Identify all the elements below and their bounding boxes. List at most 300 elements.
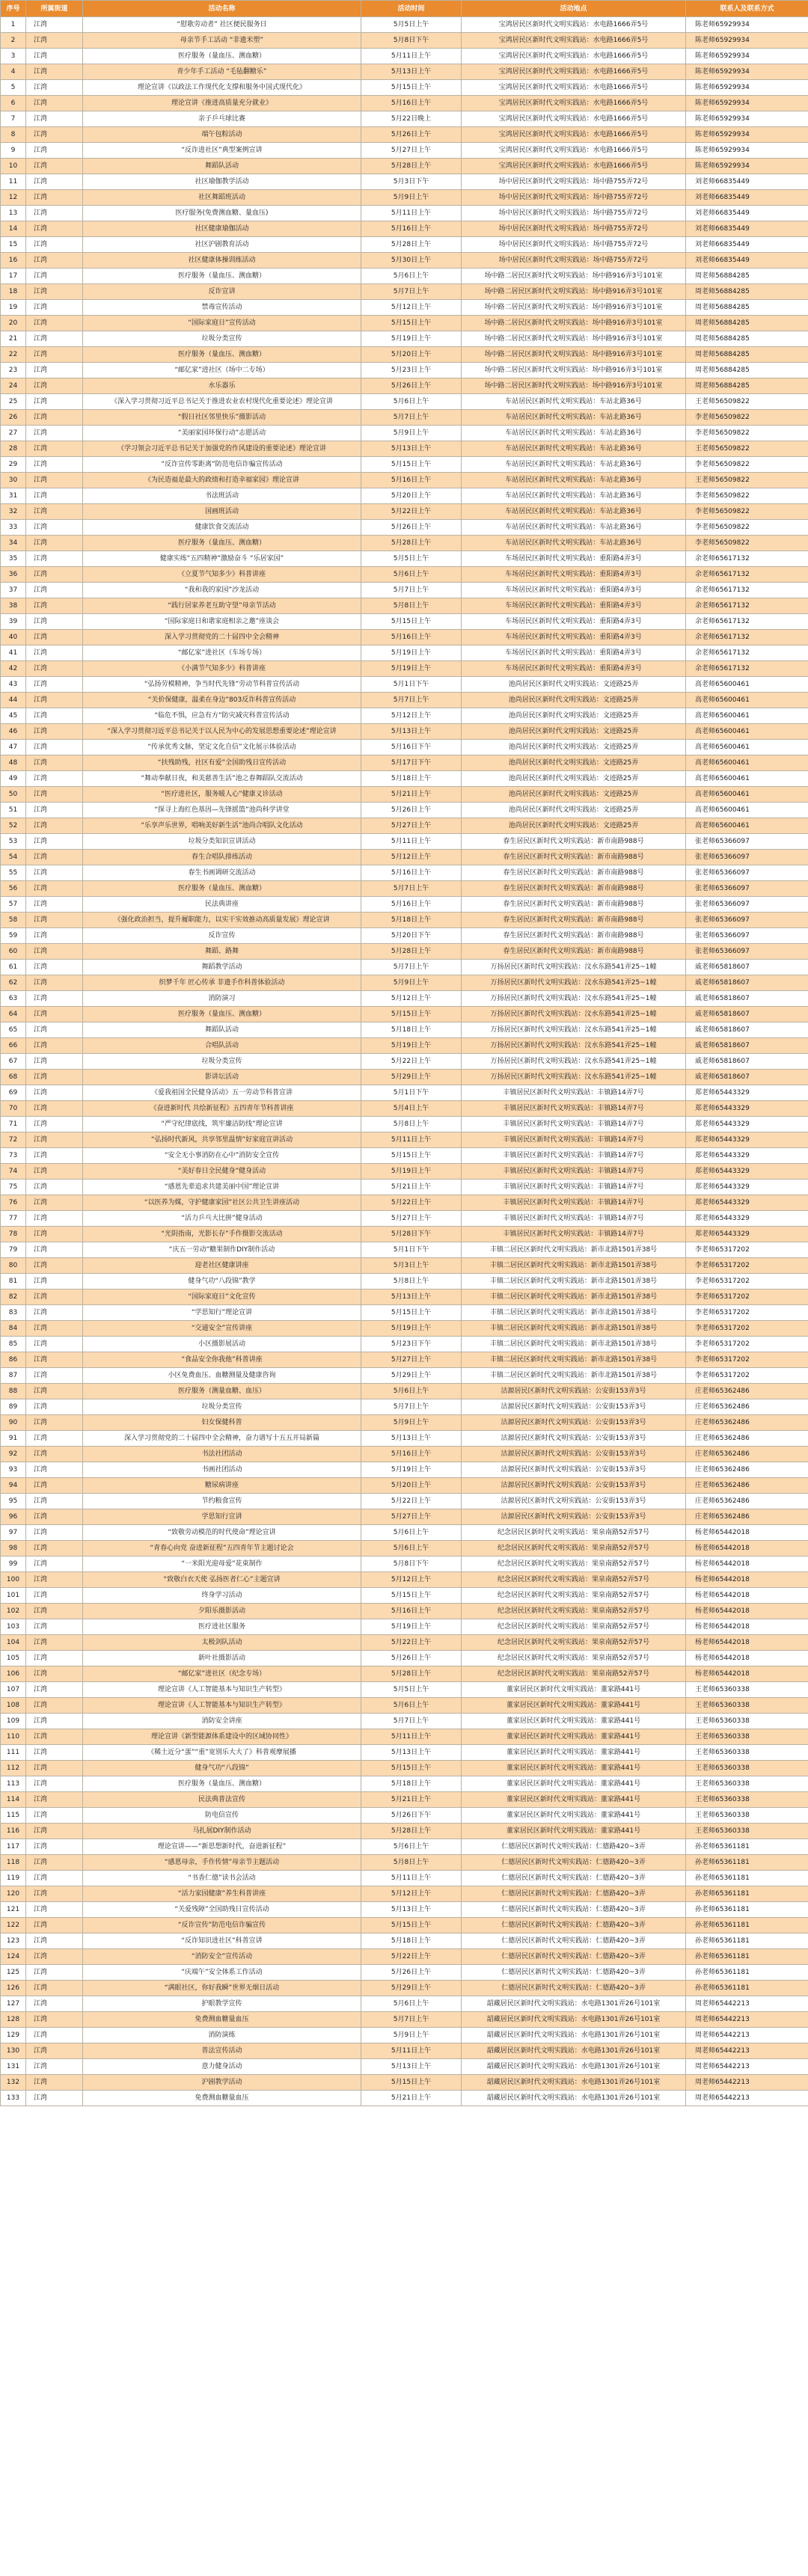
cell-street: 江湾 bbox=[26, 1399, 83, 1415]
table-row bbox=[1, 944, 808, 960]
cell-seq: 44 bbox=[1, 693, 26, 708]
cell-street: 江湾 bbox=[26, 127, 83, 143]
cell-seq: 96 bbox=[1, 1509, 26, 1525]
cell-activity: 民法典普法宣传 bbox=[83, 1792, 361, 1808]
cell-seq: 84 bbox=[1, 1321, 26, 1337]
cell-street: 江湾 bbox=[26, 347, 83, 363]
cell-activity: 小区免费血压、血糖测量及健康咨询 bbox=[83, 1368, 361, 1384]
cell-seq: 99 bbox=[1, 1557, 26, 1572]
cell-contact: 张老师65366097 bbox=[686, 881, 808, 897]
cell-activity: 《奋进新时代 共绘新征程》五四青年节科普讲座 bbox=[83, 1101, 361, 1117]
table-row bbox=[1, 1132, 808, 1148]
cell-place: 沽源居民区新时代文明实践站：公安街153弄3号 bbox=[462, 1399, 686, 1415]
cell-seq: 127 bbox=[1, 1996, 26, 2012]
cell-activity: 理论宣讲《人工智能基本与知识生产转型》 bbox=[83, 1698, 361, 1714]
cell-activity: “关爱残障”全国助残日宣传活动 bbox=[83, 1902, 361, 1918]
cell-street: 江湾 bbox=[26, 1682, 83, 1698]
cell-activity: 社区健康体操训练活动 bbox=[83, 253, 361, 269]
cell-seq: 13 bbox=[1, 206, 26, 221]
cell-street: 江湾 bbox=[26, 913, 83, 928]
cell-time: 5月8日上午 bbox=[361, 1855, 462, 1871]
table-row bbox=[1, 1619, 808, 1635]
cell-seq: 32 bbox=[1, 504, 26, 520]
cell-place: 韶藏居民区新时代文明实践站：水电路1301弄26号101室 bbox=[462, 2028, 686, 2043]
table-row bbox=[1, 1085, 808, 1101]
cell-contact: 孙老师65361181 bbox=[686, 1918, 808, 1933]
cell-activity: “舞动奉献日夜，和美慈善生活”池之春舞蹈队交流活动 bbox=[83, 771, 361, 787]
cell-time: 5月9日上午 bbox=[361, 1415, 462, 1431]
cell-place: 春生居民区新时代文明实践站：新市南路988号 bbox=[462, 881, 686, 897]
table-row bbox=[1, 1305, 808, 1321]
cell-street: 江湾 bbox=[26, 1619, 83, 1635]
cell-activity: 织梦千年 匠心传承 非遗手作科普体验活动 bbox=[83, 975, 361, 991]
cell-activity: “庆五一劳动”糖果制作DIY制作活动 bbox=[83, 1242, 361, 1258]
cell-contact: 张老师65366097 bbox=[686, 897, 808, 913]
cell-street: 江湾 bbox=[26, 1132, 83, 1148]
cell-seq: 4 bbox=[1, 64, 26, 80]
cell-place: 仁德居民区新时代文明实践站：仁德路420~3弄 bbox=[462, 1918, 686, 1933]
cell-activity: “邮亿家”进社区（纪念专场） bbox=[83, 1666, 361, 1682]
cell-time: 5月9日上午 bbox=[361, 2028, 462, 2043]
cell-place: 池尚居民区新时代文明实践站：文迹路25弄 bbox=[462, 771, 686, 787]
cell-seq: 131 bbox=[1, 2059, 26, 2075]
table-row bbox=[1, 504, 808, 520]
header-activity-place: 活动地点 bbox=[462, 1, 686, 17]
table-row bbox=[1, 598, 808, 614]
cell-seq: 63 bbox=[1, 991, 26, 1007]
cell-contact: 张老师65366097 bbox=[686, 865, 808, 881]
cell-seq: 11 bbox=[1, 174, 26, 190]
cell-seq: 20 bbox=[1, 316, 26, 331]
cell-contact: 戚老师65818607 bbox=[686, 960, 808, 975]
cell-contact: 杨老师65442018 bbox=[686, 1541, 808, 1557]
cell-street: 江湾 bbox=[26, 1274, 83, 1289]
cell-time: 5月26日上午 bbox=[361, 127, 462, 143]
cell-place: 车站居民区新时代文明实践站：车站北路36号 bbox=[462, 473, 686, 488]
table-row bbox=[1, 1117, 808, 1132]
cell-place: 沽源居民区新时代文明实践站：公安街153弄3号 bbox=[462, 1431, 686, 1447]
cell-place: 场中路二居民区新时代文明实践站：场中路916弄3号101室 bbox=[462, 269, 686, 284]
table-row bbox=[1, 1588, 808, 1604]
cell-contact: 李老师56509822 bbox=[686, 504, 808, 520]
cell-street: 江湾 bbox=[26, 1714, 83, 1729]
table-row bbox=[1, 1195, 808, 1211]
cell-place: 春生居民区新时代文明实践站：新市南路988号 bbox=[462, 850, 686, 865]
table-row bbox=[1, 1180, 808, 1195]
cell-street: 江湾 bbox=[26, 787, 83, 803]
cell-activity: 消防演习 bbox=[83, 991, 361, 1007]
cell-place: 仁德居民区新时代文明实践站：仁德路420~3弄 bbox=[462, 1902, 686, 1918]
cell-contact: 庄老师65362486 bbox=[686, 1384, 808, 1399]
table-row bbox=[1, 457, 808, 473]
cell-seq: 80 bbox=[1, 1258, 26, 1274]
cell-contact: 王老师65360338 bbox=[686, 1682, 808, 1698]
cell-place: 万扬居民区新时代文明实践站：汶水东路541弄25~1幢 bbox=[462, 1022, 686, 1038]
cell-seq: 107 bbox=[1, 1682, 26, 1698]
table-row bbox=[1, 1902, 808, 1918]
cell-activity: 影讲坛活动 bbox=[83, 1070, 361, 1085]
cell-place: 纪念居民区新时代文明实践站：果泉南路52弄57号 bbox=[462, 1635, 686, 1651]
cell-seq: 108 bbox=[1, 1698, 26, 1714]
cell-activity: “弘扬劳模精神，争当时代先锋”劳动节科普宣传活动 bbox=[83, 677, 361, 693]
cell-activity: 理论宣讲《推进高质量充分就业》 bbox=[83, 96, 361, 111]
cell-contact: 高老师65600461 bbox=[686, 740, 808, 755]
cell-street: 江湾 bbox=[26, 850, 83, 865]
cell-contact: 戚老师65818607 bbox=[686, 1054, 808, 1070]
cell-activity: 新叶社摄影活动 bbox=[83, 1651, 361, 1666]
cell-contact: 余老师65617132 bbox=[686, 614, 808, 630]
cell-street: 江湾 bbox=[26, 1211, 83, 1227]
cell-activity: 《学习领会习近平总书记关于加强党的作风建设的重要论述》理论宣讲 bbox=[83, 441, 361, 457]
cell-seq: 12 bbox=[1, 190, 26, 206]
cell-seq: 97 bbox=[1, 1525, 26, 1541]
cell-seq: 123 bbox=[1, 1933, 26, 1949]
cell-seq: 30 bbox=[1, 473, 26, 488]
cell-contact: 陈老师65929934 bbox=[686, 159, 808, 174]
cell-place: 韶藏居民区新时代文明实践站：水电路1301弄26号101室 bbox=[462, 2059, 686, 2075]
cell-seq: 59 bbox=[1, 928, 26, 944]
cell-place: 仁德居民区新时代文明实践站：仁德路420~3弄 bbox=[462, 1886, 686, 1902]
cell-street: 江湾 bbox=[26, 2012, 83, 2028]
cell-activity: “医疗进社区，服务暖人心”健康义诊活动 bbox=[83, 787, 361, 803]
cell-street: 江湾 bbox=[26, 1824, 83, 1839]
cell-activity: “美丽家园环保行动”志愿活动 bbox=[83, 426, 361, 441]
cell-time: 5月16日上午 bbox=[361, 630, 462, 645]
cell-street: 江湾 bbox=[26, 80, 83, 96]
cell-time: 5月27日上午 bbox=[361, 1211, 462, 1227]
cell-activity: 夕阳乐摄影活动 bbox=[83, 1604, 361, 1619]
table-row bbox=[1, 1070, 808, 1085]
cell-seq: 10 bbox=[1, 159, 26, 174]
cell-seq: 104 bbox=[1, 1635, 26, 1651]
header-activity-name: 活动名称 bbox=[83, 1, 361, 17]
table-row bbox=[1, 536, 808, 551]
cell-place: 董家居民区新时代文明实践站：董家路441号 bbox=[462, 1808, 686, 1824]
cell-contact: 高老师65600461 bbox=[686, 755, 808, 771]
cell-seq: 74 bbox=[1, 1164, 26, 1180]
table-row bbox=[1, 1933, 808, 1949]
cell-seq: 49 bbox=[1, 771, 26, 787]
cell-seq: 79 bbox=[1, 1242, 26, 1258]
table-row bbox=[1, 96, 808, 111]
cell-seq: 43 bbox=[1, 677, 26, 693]
cell-place: 董家居民区新时代文明实践站：董家路441号 bbox=[462, 1714, 686, 1729]
cell-time: 5月19日上午 bbox=[361, 661, 462, 677]
cell-street: 江湾 bbox=[26, 17, 83, 33]
cell-time: 5月16日上午 bbox=[361, 96, 462, 111]
cell-time: 5月19日上午 bbox=[361, 1462, 462, 1478]
cell-time: 5月11日上午 bbox=[361, 834, 462, 850]
table-body bbox=[1, 17, 808, 2106]
cell-time: 5月27日上午 bbox=[361, 1352, 462, 1368]
cell-activity: 马扎展DIY制作活动 bbox=[83, 1824, 361, 1839]
cell-street: 江湾 bbox=[26, 1808, 83, 1824]
table-row bbox=[1, 567, 808, 583]
cell-activity: “满眼社区，你好我瞬”世界无烟日活动 bbox=[83, 1981, 361, 1996]
table-row bbox=[1, 913, 808, 928]
cell-seq: 34 bbox=[1, 536, 26, 551]
cell-seq: 118 bbox=[1, 1855, 26, 1871]
cell-activity: 终身学习活动 bbox=[83, 1588, 361, 1604]
cell-place: 丰镇二居民区新时代文明实践站：新市北路1501弄38号 bbox=[462, 1289, 686, 1305]
cell-time: 5月8日上午 bbox=[361, 598, 462, 614]
cell-place: 宝鸿居民区新时代文明实践站：水电路1666弄5号 bbox=[462, 49, 686, 64]
table-row bbox=[1, 975, 808, 991]
cell-seq: 98 bbox=[1, 1541, 26, 1557]
cell-contact: 王老师56509822 bbox=[686, 441, 808, 457]
cell-seq: 67 bbox=[1, 1054, 26, 1070]
cell-seq: 45 bbox=[1, 708, 26, 724]
cell-street: 江湾 bbox=[26, 378, 83, 394]
cell-seq: 124 bbox=[1, 1949, 26, 1965]
cell-place: 宝鸿居民区新时代文明实践站：水电路1666弄5号 bbox=[462, 33, 686, 49]
cell-street: 江湾 bbox=[26, 1745, 83, 1761]
cell-contact: 孙老师65361181 bbox=[686, 1855, 808, 1871]
cell-seq: 22 bbox=[1, 347, 26, 363]
cell-activity: 理论宣讲《人工智能基本与知识生产转型》 bbox=[83, 1682, 361, 1698]
cell-time: 5月11日上午 bbox=[361, 1729, 462, 1745]
cell-seq: 65 bbox=[1, 1022, 26, 1038]
cell-contact: 高老师65600461 bbox=[686, 787, 808, 803]
cell-activity: 消防安全讲座 bbox=[83, 1714, 361, 1729]
cell-contact: 张老师65366097 bbox=[686, 913, 808, 928]
cell-place: 宝鸿居民区新时代文明实践站：水电路1666弄5号 bbox=[462, 159, 686, 174]
cell-place: 万扬居民区新时代文明实践站：汶水东路541弄25~1幢 bbox=[462, 975, 686, 991]
cell-activity: 医疗服务（量血压、测血糖） bbox=[83, 49, 361, 64]
cell-street: 江湾 bbox=[26, 159, 83, 174]
table-header-row bbox=[1, 1, 808, 17]
cell-place: 池尚居民区新时代文明实践站：文迹路25弄 bbox=[462, 818, 686, 834]
cell-time: 5月22日上午 bbox=[361, 1949, 462, 1965]
cell-place: 车场居民区新时代文明实践站：重阳路4弄3号 bbox=[462, 614, 686, 630]
cell-place: 丰镇居民区新时代文明实践站：丰镇路14弄7号 bbox=[462, 1211, 686, 1227]
cell-contact: 王老师65360338 bbox=[686, 1808, 808, 1824]
cell-time: 5月6日上午 bbox=[361, 1996, 462, 2012]
cell-seq: 76 bbox=[1, 1195, 26, 1211]
cell-contact: 余老师65617132 bbox=[686, 567, 808, 583]
cell-time: 5月1日下午 bbox=[361, 677, 462, 693]
cell-time: 5月26日上午 bbox=[361, 520, 462, 536]
cell-contact: 庄老师65362486 bbox=[686, 1447, 808, 1462]
cell-place: 丰镇二居民区新时代文明实践站：新市北路1501弄38号 bbox=[462, 1321, 686, 1337]
cell-street: 江湾 bbox=[26, 944, 83, 960]
cell-time: 5月9日上午 bbox=[361, 426, 462, 441]
cell-street: 江湾 bbox=[26, 536, 83, 551]
cell-seq: 120 bbox=[1, 1886, 26, 1902]
cell-place: 春生居民区新时代文明实践站：新市南路988号 bbox=[462, 865, 686, 881]
cell-time: 5月18日上午 bbox=[361, 1022, 462, 1038]
cell-street: 江湾 bbox=[26, 441, 83, 457]
cell-time: 5月12日上午 bbox=[361, 1886, 462, 1902]
cell-time: 5月1日下午 bbox=[361, 1085, 462, 1101]
cell-time: 5月16日上午 bbox=[361, 1604, 462, 1619]
cell-seq: 62 bbox=[1, 975, 26, 991]
cell-place: 董家居民区新时代文明实践站：董家路441号 bbox=[462, 1792, 686, 1808]
cell-contact: 陈老师65929934 bbox=[686, 64, 808, 80]
cell-seq: 31 bbox=[1, 488, 26, 504]
cell-place: 车站居民区新时代文明实践站：车站北路36号 bbox=[462, 441, 686, 457]
cell-street: 江湾 bbox=[26, 661, 83, 677]
cell-place: 纪念居民区新时代文明实践站：果泉南路52弄57号 bbox=[462, 1651, 686, 1666]
table-row bbox=[1, 583, 808, 598]
cell-contact: 刘老师66835449 bbox=[686, 190, 808, 206]
table-row bbox=[1, 1792, 808, 1808]
cell-street: 江湾 bbox=[26, 96, 83, 111]
cell-place: 万扬居民区新时代文明实践站：汶水东路541弄25~1幢 bbox=[462, 1070, 686, 1085]
table-row bbox=[1, 834, 808, 850]
cell-time: 5月20日上午 bbox=[361, 347, 462, 363]
table-row bbox=[1, 394, 808, 410]
cell-contact: 李老师56509822 bbox=[686, 457, 808, 473]
cell-time: 5月28日上午 bbox=[361, 536, 462, 551]
cell-street: 江湾 bbox=[26, 394, 83, 410]
cell-contact: 郑老师65443329 bbox=[686, 1148, 808, 1164]
cell-place: 池尚居民区新时代文明实践站：文迹路25弄 bbox=[462, 755, 686, 771]
cell-street: 江湾 bbox=[26, 771, 83, 787]
cell-activity: 医疗服务（量血压、测血糖） bbox=[83, 347, 361, 363]
table-row bbox=[1, 269, 808, 284]
cell-street: 江湾 bbox=[26, 991, 83, 1007]
cell-street: 江湾 bbox=[26, 708, 83, 724]
cell-place: 仁德居民区新时代文明实践站：仁德路420~3弄 bbox=[462, 1965, 686, 1981]
cell-time: 5月28日上午 bbox=[361, 159, 462, 174]
cell-place: 万扬居民区新时代文明实践站：汶水东路541弄25~1幢 bbox=[462, 1054, 686, 1070]
table-row bbox=[1, 33, 808, 49]
cell-street: 江湾 bbox=[26, 1729, 83, 1745]
cell-contact: 戚老师65818607 bbox=[686, 1007, 808, 1022]
cell-seq: 105 bbox=[1, 1651, 26, 1666]
table-row bbox=[1, 1651, 808, 1666]
cell-street: 江湾 bbox=[26, 1431, 83, 1447]
cell-time: 5月11日上午 bbox=[361, 49, 462, 64]
cell-contact: 郑老师65443329 bbox=[686, 1132, 808, 1148]
cell-street: 江湾 bbox=[26, 834, 83, 850]
cell-street: 江湾 bbox=[26, 1541, 83, 1557]
cell-place: 纪念居民区新时代文明实践站：果泉南路52弄57号 bbox=[462, 1572, 686, 1588]
cell-place: 车场居民区新时代文明实践站：重阳路4弄3号 bbox=[462, 661, 686, 677]
cell-activity: 合唱队活动 bbox=[83, 1038, 361, 1054]
table-row bbox=[1, 1635, 808, 1651]
cell-place: 车场居民区新时代文明实践站：重阳路4弄3号 bbox=[462, 598, 686, 614]
cell-seq: 95 bbox=[1, 1494, 26, 1509]
cell-contact: 杨老师65442018 bbox=[686, 1604, 808, 1619]
cell-contact: 高老师65600461 bbox=[686, 677, 808, 693]
cell-time: 5月6日上午 bbox=[361, 1698, 462, 1714]
table-row bbox=[1, 1855, 808, 1871]
cell-place: 韶藏居民区新时代文明实践站：水电路1301弄26号101室 bbox=[462, 2043, 686, 2059]
table-row bbox=[1, 1415, 808, 1431]
table-row bbox=[1, 1289, 808, 1305]
cell-seq: 129 bbox=[1, 2028, 26, 2043]
cell-seq: 87 bbox=[1, 1368, 26, 1384]
table-row bbox=[1, 1981, 808, 1996]
cell-time: 5月29日上午 bbox=[361, 1368, 462, 1384]
table-row bbox=[1, 693, 808, 708]
cell-contact: 郑老师65443329 bbox=[686, 1180, 808, 1195]
cell-time: 5月12日上午 bbox=[361, 991, 462, 1007]
cell-street: 江湾 bbox=[26, 567, 83, 583]
cell-activity: “反诈宣传”防范电信诈骗宣传 bbox=[83, 1918, 361, 1933]
cell-contact: 张老师65366097 bbox=[686, 944, 808, 960]
cell-place: 丰镇二居民区新时代文明实践站：新市北路1501弄38号 bbox=[462, 1368, 686, 1384]
cell-seq: 116 bbox=[1, 1824, 26, 1839]
cell-time: 5月13日上午 bbox=[361, 441, 462, 457]
cell-activity: 社区舞蹈班活动 bbox=[83, 190, 361, 206]
cell-place: 池尚居民区新时代文明实践站：文迹路25弄 bbox=[462, 803, 686, 818]
cell-street: 江湾 bbox=[26, 1258, 83, 1274]
table-row bbox=[1, 1258, 808, 1274]
cell-seq: 91 bbox=[1, 1431, 26, 1447]
cell-street: 江湾 bbox=[26, 598, 83, 614]
cell-contact: 王老师65360338 bbox=[686, 1745, 808, 1761]
cell-activity: “我和我的家园”沙龙活动 bbox=[83, 583, 361, 598]
cell-place: 宝鸿居民区新时代文明实践站：水电路1666弄5号 bbox=[462, 143, 686, 159]
cell-place: 韶藏居民区新时代文明实践站：水电路1301弄26号101室 bbox=[462, 1996, 686, 2012]
cell-time: 5月22日上午 bbox=[361, 1054, 462, 1070]
cell-activity: 《强化政治担当，提升履职能力，以实干实效推动高质量发展》理论宣讲 bbox=[83, 913, 361, 928]
cell-activity: “书香仁德”读书会活动 bbox=[83, 1871, 361, 1886]
table-row bbox=[1, 1682, 808, 1698]
cell-street: 江湾 bbox=[26, 1085, 83, 1101]
cell-place: 万扬居民区新时代文明实践站：汶水东路541弄25~1幢 bbox=[462, 1038, 686, 1054]
table-row bbox=[1, 1824, 808, 1839]
cell-time: 5月22日上午 bbox=[361, 504, 462, 520]
table-row bbox=[1, 708, 808, 724]
cell-street: 江湾 bbox=[26, 1321, 83, 1337]
cell-contact: 刘老师66835449 bbox=[686, 253, 808, 269]
table-row bbox=[1, 64, 808, 80]
cell-street: 江湾 bbox=[26, 1871, 83, 1886]
cell-time: 5月7日上午 bbox=[361, 410, 462, 426]
cell-street: 江湾 bbox=[26, 960, 83, 975]
cell-contact: 周老师65442213 bbox=[686, 2091, 808, 2106]
cell-time: 5月1日下午 bbox=[361, 1242, 462, 1258]
cell-street: 江湾 bbox=[26, 1981, 83, 1996]
cell-time: 5月6日上午 bbox=[361, 1839, 462, 1855]
cell-seq: 121 bbox=[1, 1902, 26, 1918]
table-row bbox=[1, 1431, 808, 1447]
cell-place: 纪念居民区新时代文明实践站：果泉南路52弄57号 bbox=[462, 1588, 686, 1604]
cell-street: 江湾 bbox=[26, 1776, 83, 1792]
cell-time: 5月13日上午 bbox=[361, 64, 462, 80]
cell-seq: 14 bbox=[1, 221, 26, 237]
cell-activity: 学思知行宣讲 bbox=[83, 1509, 361, 1525]
cell-street: 江湾 bbox=[26, 331, 83, 347]
cell-place: 池尚居民区新时代文明实践站：文迹路25弄 bbox=[462, 787, 686, 803]
table-row bbox=[1, 2059, 808, 2075]
cell-time: 5月29日上午 bbox=[361, 1981, 462, 1996]
cell-time: 5月27日上午 bbox=[361, 143, 462, 159]
cell-activity: “传承优秀文脉，坚定文化自信”文化展示体验活动 bbox=[83, 740, 361, 755]
cell-place: 纪念居民区新时代文明实践站：果泉南路52弄57号 bbox=[462, 1604, 686, 1619]
cell-activity: 反诈宣传 bbox=[83, 928, 361, 944]
cell-contact: 李老师65317202 bbox=[686, 1289, 808, 1305]
cell-contact: 王老师65360338 bbox=[686, 1824, 808, 1839]
cell-place: 丰镇居民区新时代文明实践站：丰镇路14弄7号 bbox=[462, 1117, 686, 1132]
cell-place: 仁德居民区新时代文明实践站：仁德路420~3弄 bbox=[462, 1949, 686, 1965]
cell-contact: 李老师65317202 bbox=[686, 1352, 808, 1368]
cell-seq: 100 bbox=[1, 1572, 26, 1588]
table-row bbox=[1, 1572, 808, 1588]
cell-seq: 88 bbox=[1, 1384, 26, 1399]
table-row bbox=[1, 253, 808, 269]
cell-street: 江湾 bbox=[26, 645, 83, 661]
cell-contact: 周老师56884285 bbox=[686, 300, 808, 316]
cell-place: 董家居民区新时代文明实践站：董家路441号 bbox=[462, 1729, 686, 1745]
cell-time: 5月16日上午 bbox=[361, 221, 462, 237]
cell-time: 5月15日上午 bbox=[361, 1588, 462, 1604]
cell-seq: 41 bbox=[1, 645, 26, 661]
